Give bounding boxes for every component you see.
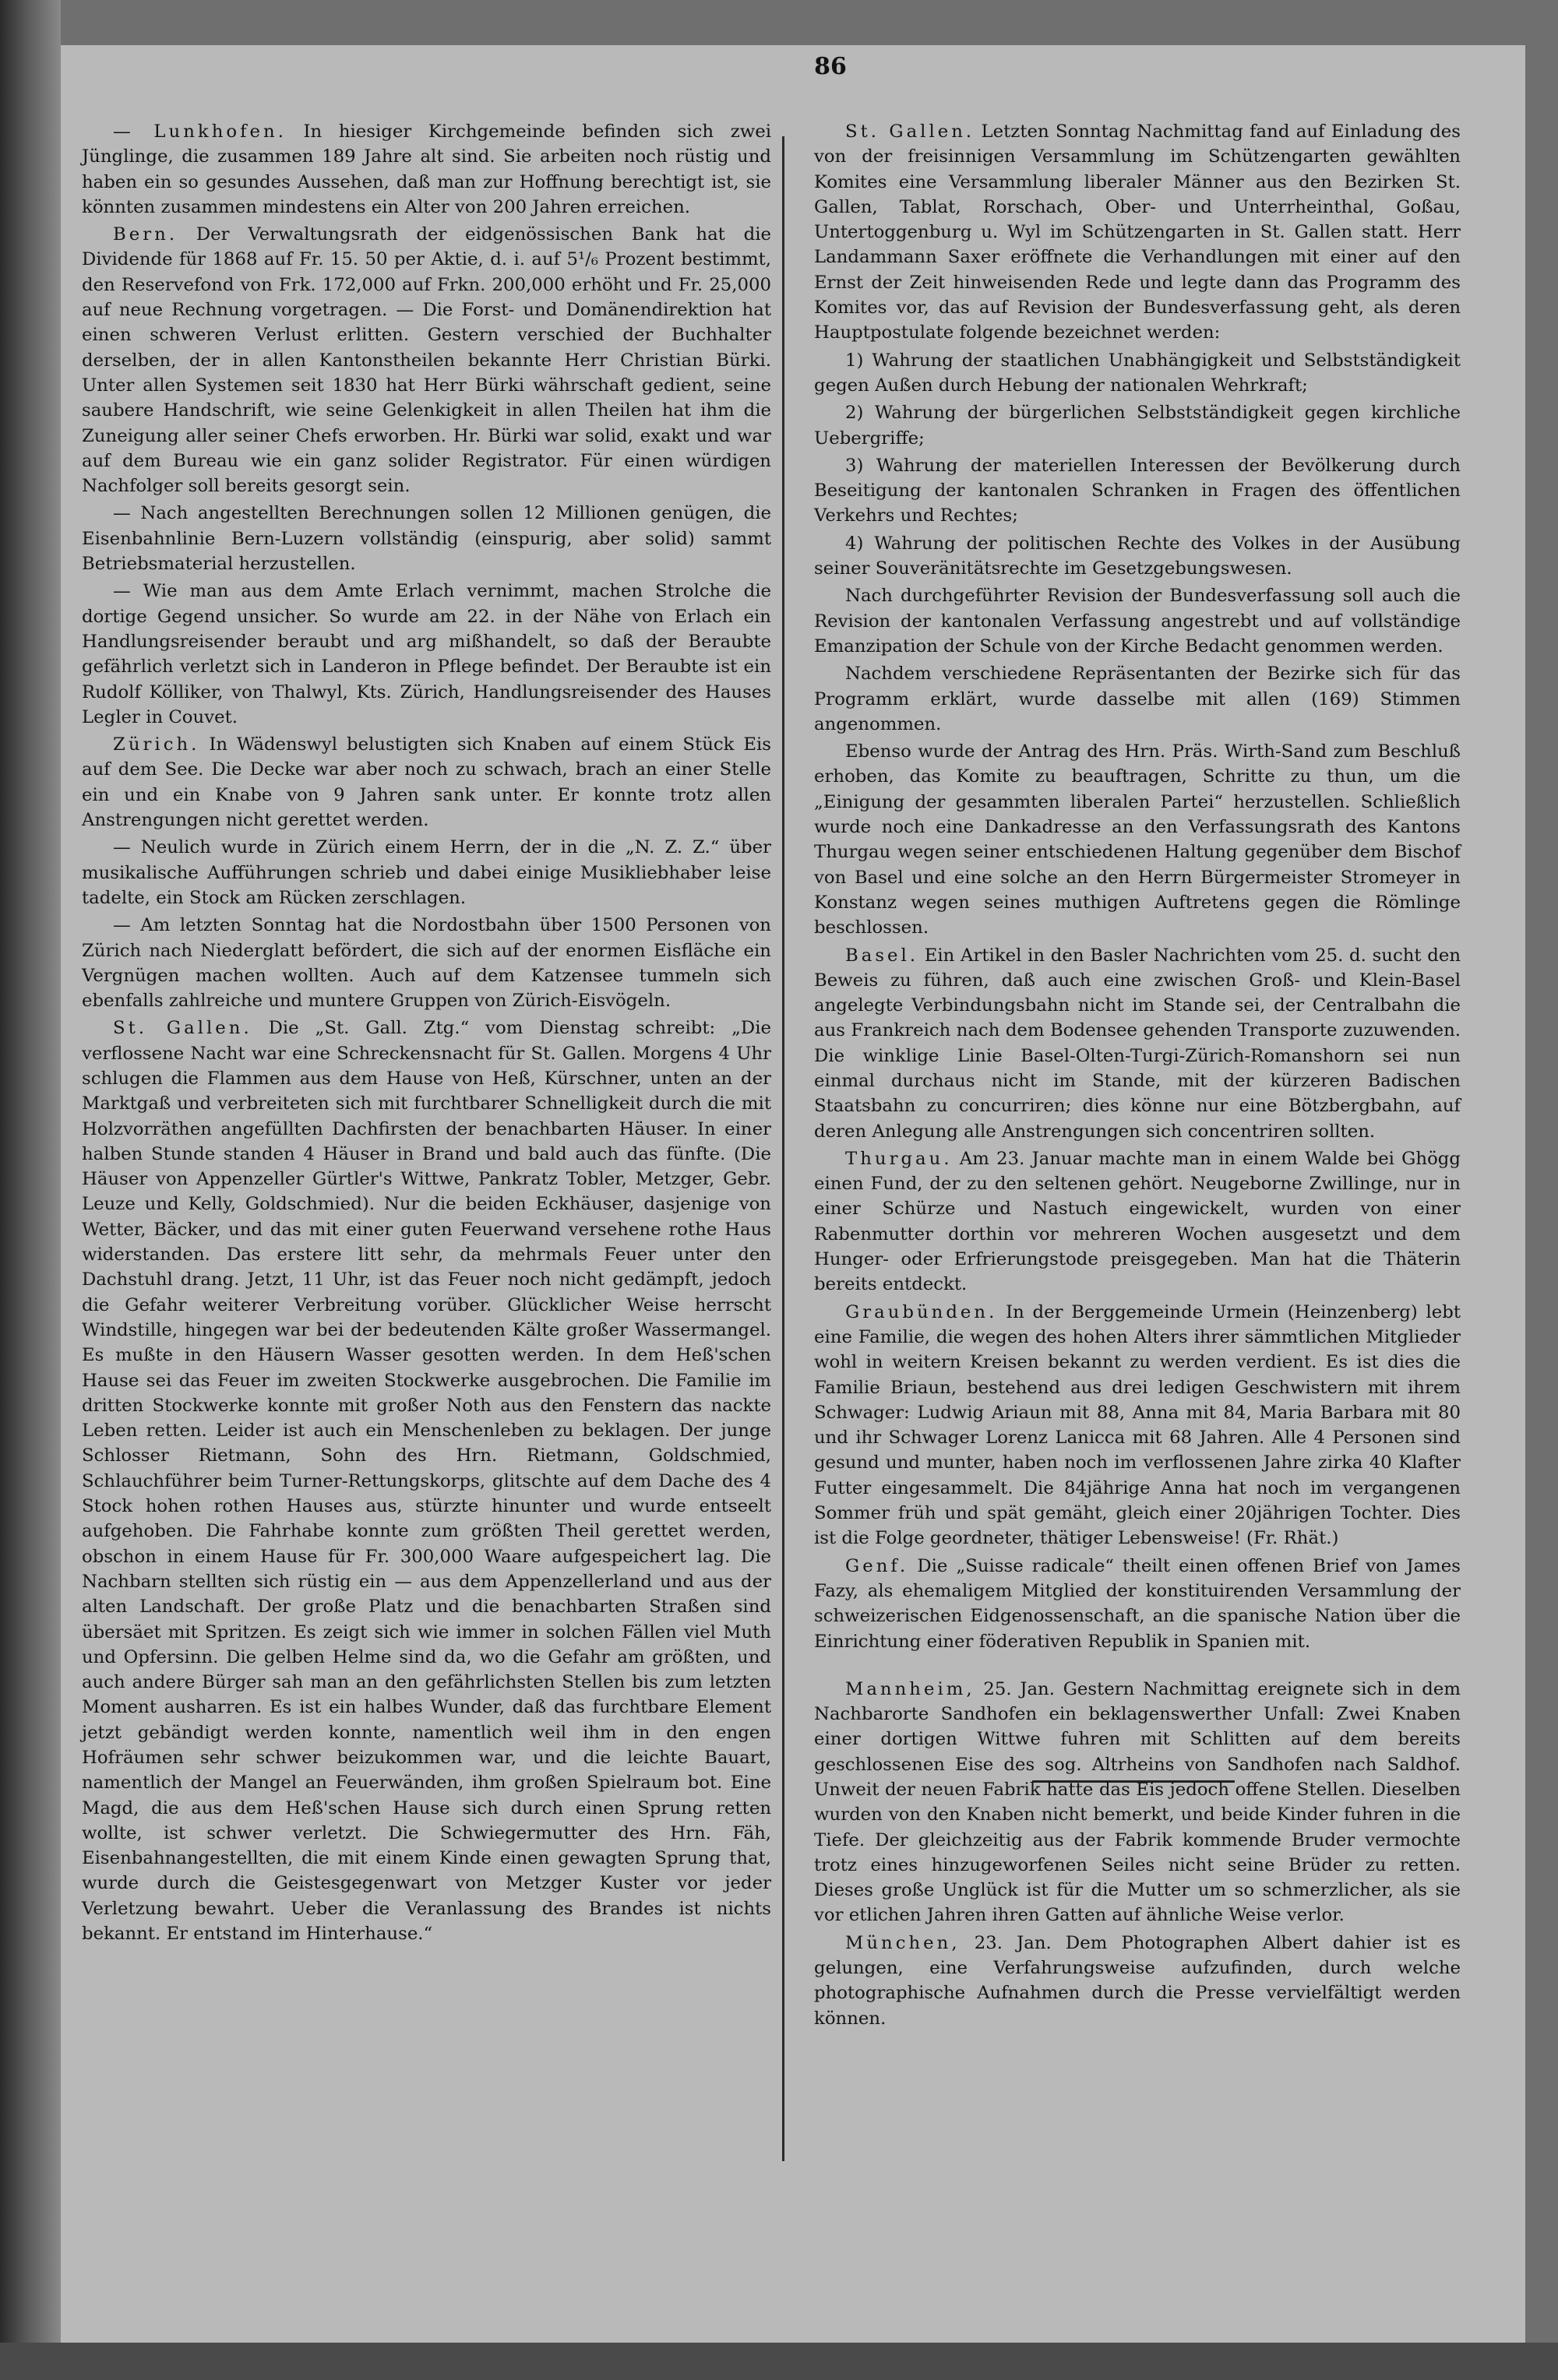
paragraph-text: In hiesiger Kirchgemeinde befinden sich zwei Jünglinge, die zusammen 189 Jahre alt sind. Sie arbeiten noch rüstig und haben ein so gesundes Aussehen, daß man zur Hoffnung berechtigt ist, sie könnten zusammen mindestens ein Alter von 200 Jahren erreichen. bbox=[82, 121, 771, 217]
page-binding-edge bbox=[0, 0, 61, 2380]
right-column bbox=[814, 117, 1461, 2031]
dateline: Bern. bbox=[113, 224, 178, 245]
paragraph-text: Nachdem verschiedene Repräsentanten der Bezirke sich für das Programm erklärt, wurde dasselbe mit allen (169) Stimmen angenommen. bbox=[814, 664, 1461, 734]
paragraph-text: — Am letzten Sonntag hat die Nordostbahn über 1500 Personen von Zürich nach Niederglatt befördert, die sich auf der enormen Eisfläche ein Vergnügen machen wollten. Auch auf dem Katzensee tummeln sich ebenfalls zahlreiche und muntere Gruppen von Zürich-Eisvögeln. bbox=[82, 915, 771, 1012]
paragraph-text: — Neulich wurde in Zürich einem Herrn, der in die „N. Z. Z.“ über musikalische Aufführungen schrieb und dabei einige Musikliebhaber leise tadelte, ein Stock am Rücken zerschlagen. bbox=[82, 837, 771, 908]
page-number: 86 bbox=[814, 53, 847, 80]
dateline: St. Gallen. bbox=[113, 1018, 252, 1039]
news-paragraph bbox=[82, 501, 771, 576]
dateline: Graubünden. bbox=[845, 1301, 998, 1322]
news-paragraph bbox=[82, 579, 771, 730]
paragraph-text: 3) Wahrung der materiellen Interessen der Bevölkerung durch Beseitigung der kantonalen Schranken in Fragen des öffentlichen Verkehrs und Rechtes; bbox=[814, 455, 1461, 526]
paragraph-text: Nach durchgeführter Revision der Bundesverfassung soll auch die Revision der kantonalen Verfassung angestrebt und auf vollständige Emanzipation der Schule von der Kirche Bedacht genommen werden. bbox=[814, 586, 1461, 657]
paragraph-text: — Nach angestellten Berechnungen sollen 12 Millionen genügen, die Eisenbahnlinie Bern-Luzern vollständig (einspurig, aber solid) sammt Betriebsmaterial herzustellen. bbox=[82, 503, 771, 575]
paragraph-text: 2) Wahrung der bürgerlichen Selbstständigkeit gegen kirchliche Uebergriffe; bbox=[814, 403, 1461, 449]
paragraph-text: Die „Suisse radicale“ theilt einen offenen Brief von James Fazy, als ehemaligem Mitglied der konstituirenden Versammlung der schweizerischen Eidgenossenschaft, an die spanische Nation über die Einrichtung einer föderativen Republik in Spanien mit. bbox=[814, 1555, 1461, 1652]
news-paragraph bbox=[814, 400, 1461, 451]
paragraph-text: 4) Wahrung der politischen Rechte des Volkes in der Ausübung seiner Souveränitätsrechte im Gesetzgebungswesen. bbox=[814, 533, 1461, 579]
news-paragraph bbox=[814, 943, 1461, 1144]
column-divider bbox=[782, 136, 784, 2161]
news-paragraph bbox=[814, 1146, 1461, 1297]
news-paragraph bbox=[814, 119, 1461, 346]
paragraph-text: Die „St. Gall. Ztg.“ vom Dienstag schreibt: „Die verflossene Nacht war eine Schreckensnacht für St. Gallen. Morgens 4 Uhr schlugen die Flammen aus dem Hause von Heß, Kürschner, unten an der Marktgaß und verbreiteten sich mit furchtbarer Schnelligkeit durch die mit Holzvorräthen angefüllten Dachfirsten der benachbarten Häuser. In einer halben Stunde standen 4 Häuser in Brand und bald auch das fünfte. (Die Häuser von Appenzeller Gürtler's Wittwe, Pankratz Tobler, Metzger, Gebr. Leuze und Kelly, Goldschmied). Nur die beiden Eckhäuser, dasjenige von Wetter, Bäcker, und das mit einer guten Feuerwand versehene rothe Haus widerstanden. Das erstere litt sehr, da mehrmals Feuer unter den Dachstuhl drang. Jetzt, 11 Uhr, ist das Feuer noch nicht gedämpft, jedoch die Gefahr weiterer Verbreitung vorüber. Glücklicher Weise herrscht Windstille, hingegen war bei der bedeutenden Kälte großer Wassermangel. Es mußte in den Häusern Wasser gesotten werden. In dem Heß'schen Hause sei das Feuer im zweiten Stockwerke ausgebrochen. Die Familie im dritten Stockwerke konnte mit großer Noth aus den Fenstern das nackte Leben retten. Leider ist auch ein Menschenleben zu beklagen. Der junge Schlosser Rietmann, Sohn des Hrn. Rietmann, Goldschmied, Schlauchführer beim Turner-Rettungskorps, glitschte auf dem Dache des 4 Stock hohen rothen Hauses aus, stürzte hinunter und wurde entseelt aufgehoben. Die Fahrhabe konnte zum größten Theil gerettet werden, obschon in einem Hause für Fr. 300,000 Waare aufgespeichert lag. Die Nachbarn stellten sich rüstig ein — aus dem Appenzellerland und aus der alten Landschaft. Der große Platz und die benachbarten Straßen sind übersäet mit Spritzen. Es zeigt sich wie immer in solchen Fällen viel Muth und Opfersinn. Die gelben Helme sind da, wo die Gefahr am größten, und auch andere Bürger sah man an den gefährlichsten Stellen bis zum letzten Moment ausharren. Es ist ein halbes Wunder, daß das furchtbare Element jetzt gebändigt werden konnte, namentlich weil ihm in den engen Hofräumen sehr schwer beizukommen war, und die leichte Bauart, namentlich der Mangel an Feuerwänden, ihm großen Spielraum bot. Eine Magd, die aus dem Heß'schen Hause sich durch einen Sprung retten wollte, ist schwer verletzt. Die Schwiegermutter des Hrn. Fäh, Eisenbahnangestellten, die mit einem Kinde einen gewagten Sprung that, wurde durch die Geistesgegenwart von Metzger Kuster vor jeder Verletzung bewahrt. Ueber die Veranlassung des Brandes ist nichts bekannt. Er entstand im Hinterhause.“ bbox=[82, 1018, 771, 1945]
paragraph-text: Ebenso wurde der Antrag des Hrn. Präs. Wirth-Sand zum Beschluß erhoben, das Komite zu beauftragen, Schritte zu thun, um die „Einigung der gesammten liberalen Partei“ herzustellen. Schließlich wurde noch eine Dankadresse an den Verfassungsrath des Kantons Thurgau wegen seiner entschiedenen Haltung gegenüber dem Bischof von Basel und eine solche an den Herrn Bürgermeister Stromeyer in Konstanz wegen seines muthigen Auftretens gegen die Römlinge beschlossen. bbox=[814, 741, 1461, 938]
paragraph-text: In der Berggemeinde Urmein (Heinzenberg) lebt eine Familie, die wegen des hohen Alters ihrer sämmtlichen Mitglieder wohl in weitern Kreisen bekannt zu werden verdient. Es ist dies die Familie Briaun, bestehend aus drei ledigen Geschwistern mit ihrem Schwager: Ludwig Ariaun mit 88, Anna mit 84, Maria Barbara mit 80 und ihr Schwager Lorenz Lanicca mit 68 Jahren. Alle 4 Personen sind gesund und munter, haben noch im verflossenen Jahre zirka 40 Klafter Futter eingesammelt. Die 84jährige Anna hat noch im vergangenen Sommer früh und spät gemäht, gleich einer 20jährigen Tochter. Dies ist die Folge geordneter, thätiger Lebensweise! (Fr. Rhät.) bbox=[814, 1301, 1461, 1549]
news-paragraph bbox=[814, 453, 1461, 529]
news-paragraph bbox=[814, 348, 1461, 399]
paragraph-text: Am 23. Januar machte man in einem Walde bei Ghögg einen Fund, der zu den seltenen gehört. Neugeborne Zwillinge, nur in einer Schürze und Nastuch eingewickelt, wurden von einer Rabenmutter dorthin vor mehreren Wochen ausgesetzt und dem Hunger- oder Erfrierungstode preisgegeben. Man hat die Thäterin bereits entdeckt. bbox=[814, 1148, 1461, 1295]
news-paragraph bbox=[82, 835, 771, 910]
paragraph-text: 23. Jan. Dem Photographen Albert dahier ist es gelungen, eine Verfahrungsweise aufzufinden, durch welche photographische Aufnahmen durch die Presse vervielfältigt werden können. bbox=[814, 1932, 1461, 2029]
dateline: Basel. bbox=[845, 945, 919, 966]
dateline: Zürich. bbox=[113, 734, 200, 755]
dateline: München, bbox=[845, 1932, 961, 1953]
paragraph-text: 1) Wahrung der staatlichen Unabhängigkeit und Selbstständigkeit gegen Außen durch Hebung der nationalen Wehrkraft; bbox=[814, 350, 1461, 396]
dateline: St. Gallen. bbox=[845, 121, 975, 142]
news-paragraph bbox=[814, 531, 1461, 582]
paragraph-text: 25. Jan. Gestern Nachmittag ereignete sich in dem Nachbarorte Sandhofen ein beklagenswerther Unfall: Zwei Knaben einer dortigen Wittwe fuhren mit Schlitten auf dem bereits geschlossenen Eise des sog. Altrheins von Sandhofen nach Saldhof. Unweit der neuen Fabrik hatte das Eis jedoch offene Stellen. Dieselben wurden von den Knaben nicht bemerkt, und beide Kinder fuhren in die Tiefe. Der gleichzeitig aus der Fabrik kommende Bruder vermochte trotz eines hinzugeworfenen Seiles nicht seine Brüder zu retten. Dieses große Unglück ist für die Mutter um so schmerzlicher, als sie vor etlichen Jahren ihren Gatten auf ähnliche Weise verlor. bbox=[814, 1678, 1461, 1926]
news-paragraph bbox=[82, 119, 771, 220]
paragraph-text: — Wie man aus dem Amte Erlach vernimmt, machen Strolche die dortige Gegend unsicher. So wurde am 22. in der Nähe von Erlach ein Handlungsreisender beraubt und arg mißhandelt, so daß der Beraubte gefährlich verletzt sich in Landeron in Pflege befindet. Der Beraubte ist ein Rudolf Kölliker, von Thalwyl, Kts. Zürich, Handlungsreisender des Hauses Legler in Couvet. bbox=[82, 581, 771, 727]
news-paragraph bbox=[82, 1016, 771, 1946]
news-paragraph bbox=[82, 222, 771, 498]
paragraph-text: Ein Artikel in den Basler Nachrichten vom 25. d. sucht den Beweis zu führen, daß auch eine zwischen Groß- und Klein-Basel angelegte Verbindungsbahn nicht im Stande sei, der Centralbahn die aus Frankreich nach dem Bodensee gehenden Transporte zuzuwenden. Die winklige Linie Basel-Olten-Turgi-Zürich-Romanshorn sei nun einmal durchaus nicht im Stande, mit der kürzeren Badischen Staatsbahn zu concurriren; dies könne nur eine Bötzbergbahn, auf deren Anlegung alle Anstrengungen sich concentriren sollten. bbox=[814, 945, 1461, 1142]
news-paragraph bbox=[82, 913, 771, 1013]
news-paragraph bbox=[814, 739, 1461, 940]
dateline: — Lunkhofen. bbox=[113, 121, 287, 142]
rule-spacer bbox=[814, 1654, 1461, 1674]
page-bottom-edge bbox=[0, 2343, 1558, 2380]
paragraph-text: Der Verwaltungsrath der eidgenössischen Bank hat die Dividende für 1868 auf Fr. 15. 50 per Aktie, d. i. auf 5¹/₆ Prozent bestimmt, den Reservefond von Frk. 172,000 auf Frkn. 200,000 erhöht und Fr. 25,000 auf neue Rechnung vorgetragen. — Die Forst- und Domänendirektion hat einen schweren Verlust erlitten. Gestern verschied der Buchhalter derselben, der in allen Kantonstheilen bekannte Herr Christian Bürki. Unter allen Systemen seit 1830 hat Herr Bürki währschaft gedient, seine saubere Handschrift, wie seine Gelenkigkeit in allen Theilen hat ihm die Zuneigung aller seiner Chefs erworben. Hr. Bürki war solid, exakt und war auf dem Bureau wie ein ganz solider Registrator. Für einen würdigen Nachfolger soll bereits gesorgt sein. bbox=[82, 224, 771, 497]
dateline: Genf. bbox=[845, 1555, 909, 1576]
news-paragraph bbox=[814, 1931, 1461, 2031]
dateline: Thurgau. bbox=[845, 1148, 953, 1169]
news-paragraph bbox=[814, 661, 1461, 737]
news-paragraph bbox=[814, 583, 1461, 659]
paragraph-text: In Wädenswyl belustigten sich Knaben auf einem Stück Eis auf dem See. Die Decke war aber noch zu schwach, brach an einer Stelle ein und ein Knabe von 9 Jahren sank unter. Er konnte trotz allen Anstrengungen nicht gerettet werden. bbox=[82, 734, 771, 831]
news-paragraph bbox=[814, 1677, 1461, 1928]
news-paragraph bbox=[814, 1300, 1461, 1551]
news-paragraph bbox=[814, 1554, 1461, 1654]
paragraph-text: Letzten Sonntag Nachmittag fand auf Einladung des von der freisinnigen Versammlung im Schützengarten gewählten Komites eine Versammlung liberaler Männer aus den Bezirken St. Gallen, Tablat, Rorschach, Ober- und Unterrheinthal, Goßau, Untertoggenburg u. Wyl im Schützengarten in St. Gallen statt. Herr Landammann Saxer eröffnete die Verhandlungen mit einer auf den Ernst der Zeit hinweisenden Rede und legte dann das Programm des Komites vor, das auf Revision der Bundesverfassung geht, als deren Hauptpostulate folgende bezeichnet werden: bbox=[814, 121, 1461, 343]
news-paragraph bbox=[82, 732, 771, 833]
dateline: Mannheim, bbox=[845, 1678, 975, 1699]
left-column bbox=[82, 117, 771, 1946]
